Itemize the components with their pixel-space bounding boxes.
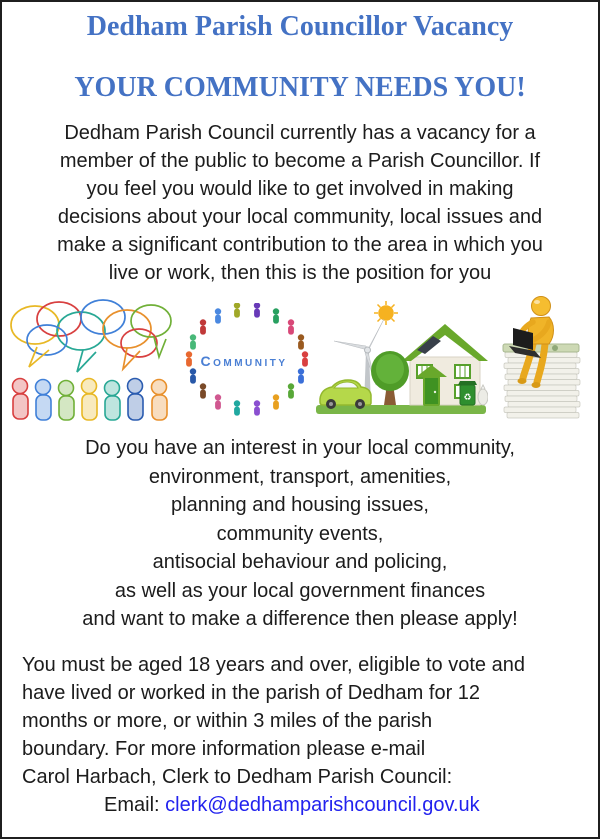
doodle-people-icons bbox=[13, 379, 168, 421]
intro-line: you feel you would like to get involved in making bbox=[86, 178, 514, 200]
interest-line: community events, bbox=[216, 522, 384, 545]
community-image-label: Community bbox=[200, 353, 288, 369]
interest-line: environment, transport, amenities, bbox=[148, 465, 452, 488]
illustration-row bbox=[2, 292, 598, 423]
door-icon bbox=[424, 377, 439, 405]
intro-paragraph bbox=[2, 119, 598, 287]
email-line bbox=[22, 791, 598, 819]
intro-line: member of the public to become a Parish Councillor. If bbox=[59, 150, 541, 172]
recycle-bin-icon bbox=[458, 381, 477, 405]
closing-line: You must be aged 18 years and over, eligible to vote and bbox=[22, 653, 525, 676]
green-car-icon bbox=[320, 380, 371, 409]
page-subtitle: YOUR COMMUNITY NEEDS YOU! bbox=[74, 72, 526, 103]
eco-house-image bbox=[314, 293, 488, 423]
grass bbox=[316, 405, 486, 414]
interest-line: Do you have an interest in your local community, bbox=[85, 437, 515, 459]
interest-line: planning and housing issues, bbox=[171, 494, 429, 516]
interest-line: antisocial behaviour and policing, bbox=[152, 551, 448, 573]
interest-paragraph bbox=[2, 434, 598, 634]
interest-line: as well as your local government finances bbox=[114, 579, 486, 602]
tree-icon bbox=[371, 351, 409, 405]
intro-line: decisions about your local community, local issues and bbox=[57, 206, 543, 228]
email-link[interactable]: clerk@dedhamparishcouncil.gov.uk bbox=[165, 793, 480, 816]
speech-bubbles-image bbox=[7, 295, 179, 423]
email-label: Email: bbox=[104, 793, 160, 816]
intro-line: make a significant contribution to the area in which you bbox=[57, 234, 543, 256]
sun-icon bbox=[374, 301, 398, 325]
recycle-symbol-icon: ♻ bbox=[463, 392, 472, 402]
closing-line: boundary. For more information please e-mail bbox=[22, 737, 426, 760]
money-figure-image bbox=[489, 292, 593, 423]
interest-line: and want to make a difference then please apply! bbox=[82, 608, 518, 630]
closing-line: months or more, or within 3 miles of the parish bbox=[22, 709, 433, 732]
intro-line: live or work, then this is the position for you bbox=[108, 262, 492, 284]
community-circle-image bbox=[180, 303, 314, 423]
page-title: Dedham Parish Councillor Vacancy bbox=[86, 11, 514, 42]
closing-line: Carol Harbach, Clerk to Dedham Parish Council: bbox=[22, 765, 453, 788]
closing-line: have lived or worked in the parish of Dedham for 12 bbox=[22, 681, 481, 704]
speech-bubble-icons bbox=[11, 300, 171, 372]
closing-paragraph bbox=[2, 651, 598, 819]
intro-line: Dedham Parish Council currently has a vacancy for a bbox=[64, 122, 536, 144]
